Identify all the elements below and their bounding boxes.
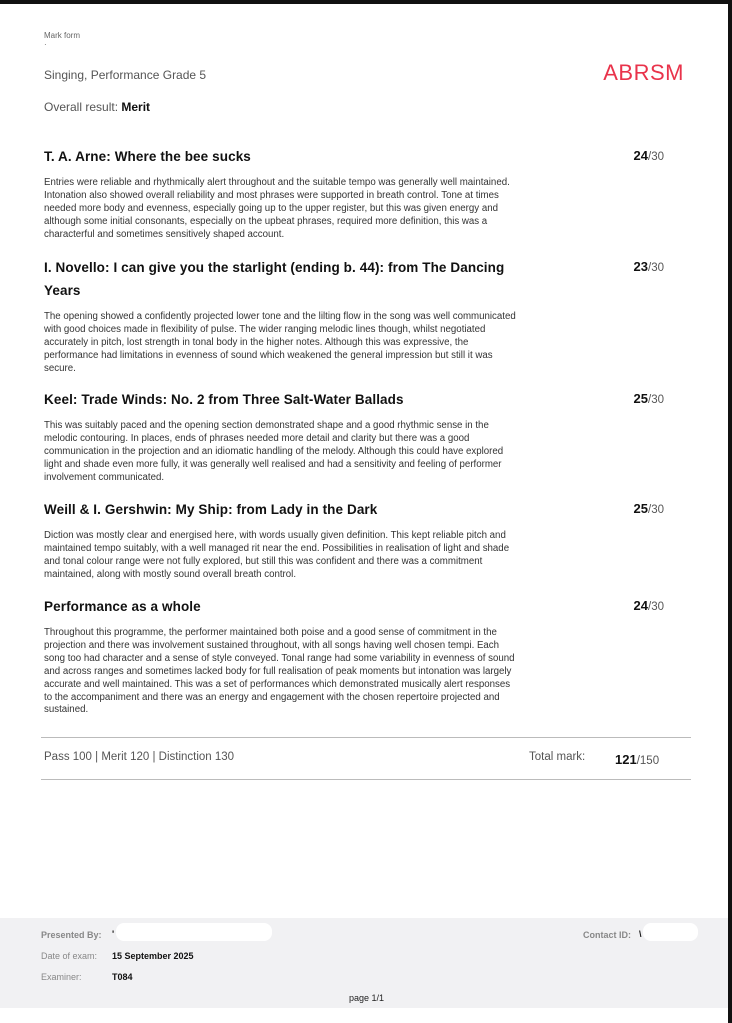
grade-thresholds: Pass 100 | Merit 120 | Distinction 130	[44, 751, 235, 763]
section-score	[634, 501, 664, 516]
total-mark-value: 121	[615, 752, 637, 767]
abrsm-logo: ABRSM	[603, 60, 684, 85]
section-title: Weill & I. Gershwin: My Ship: from Lady in the Dark	[44, 502, 378, 517]
section-comment: The opening showed a confidently projected lower tone and the lilting flow in the song was well communicated with good choices made in flexibility of pulse. The wider ranging melodic lines though, whilst negotiated accurately in pitch, lost strength in tonal body in the higher notes. Although this was expressive, the performance had limitations in evenness of sound which weakened the general impression but still it was secure.	[44, 311, 516, 374]
presented-by-value: '	[112, 929, 115, 939]
form-label: Mark form	[44, 31, 80, 40]
section-title: I. Novello: I can give you the starlight (ending b. 44): from The Dancing Years	[44, 260, 505, 298]
contact-id-value: \	[639, 929, 642, 939]
total-mark-max: /150	[636, 755, 660, 767]
score-value: 23	[633, 259, 648, 274]
contact-id-label: Contact ID:	[583, 930, 631, 940]
form-mark: ·	[44, 40, 47, 49]
right-border	[728, 0, 732, 1023]
score-max: /30	[648, 504, 664, 516]
score-max: /30	[648, 151, 664, 163]
presented-by-label: Presented By:	[41, 930, 102, 940]
divider-top	[41, 737, 691, 738]
subject-title: Singing, Performance Grade 5	[44, 68, 207, 82]
score-value: 24	[633, 148, 648, 163]
redacted-contact-id	[643, 923, 698, 941]
score-value: 25	[633, 501, 648, 516]
overall-result	[44, 100, 150, 114]
section-score	[634, 148, 664, 163]
score-max: /30	[648, 394, 664, 406]
total-mark	[615, 752, 659, 767]
section-title: T. A. Arne: Where the bee sucks	[44, 149, 251, 164]
section-comment: Diction was mostly clear and energised here, with words usually given definition. This kept reliable pitch and maintained tempo suitably, with a well managed rit near the end. Possibilities in realisation of light and shade and tonal colour range were not fully explored, but still this was confident and there was a commitment maintained, along with mostly sound overall breath control.	[44, 530, 510, 580]
assessment-section-arne	[44, 145, 664, 242]
examiner-value: T084	[112, 972, 133, 982]
assessment-section-novello	[44, 256, 664, 376]
section-comment: Entries were reliable and rhythmically alert throughout and the suitable tempo was generally well maintained. Intonation also showed overall reliability and most phrases were supported in breath control. Tone at times needed more body and evenness, especially going up to the upper register, but this was given energy and although some initial consonants, especially on the upbeat phrases, required more definition, this was a characterful and sometimes sensitively shaped account.	[44, 177, 510, 240]
section-comment: This was suitably paced and the opening section demonstrated shape and a good rhythmic sense in the melodic contouring. In places, ends of phrases needed more detail and clarity but there was a good communication in the projection and an idiomatic handling of the melody. Although this could have explored light and shade even more fully, it was generally well realised and had a sensitivity and feeling of performer involvement communicated.	[44, 420, 504, 483]
assessment-section-weill	[44, 498, 664, 582]
section-score	[634, 391, 664, 406]
exam-date-value: 15 September 2025	[112, 951, 194, 961]
page-number: page 1/1	[349, 993, 385, 1003]
section-score	[634, 259, 664, 274]
score-value: 24	[633, 598, 648, 613]
section-score	[634, 598, 664, 613]
exam-date-label: Date of exam:	[41, 951, 98, 961]
total-mark-label: Total mark:	[529, 751, 586, 763]
section-title: Performance as a whole	[44, 599, 201, 614]
section-title: Keel: Trade Winds: No. 2 from Three Salt-Water Ballads	[44, 392, 404, 407]
examiner-label: Examiner:	[41, 972, 82, 982]
assessment-section-overall-performance	[44, 595, 664, 717]
score-max: /30	[648, 262, 664, 274]
overall-result-label: Overall result:	[44, 100, 119, 114]
top-border	[0, 0, 732, 4]
assessment-section-keel	[44, 388, 664, 485]
divider-bottom	[41, 779, 691, 780]
overall-result-value: Merit	[121, 100, 151, 114]
section-comment: Throughout this programme, the performer maintained both poise and a good sense of commitment in the projection and there was involvement sustained throughout, with all songs having well chosen tempi. Each song too had character and a sense of style conveyed. Tonal range had some variability in evenness of sound and across ranges and sometimes lacked body for full realisation of peak moments but intonation was largely accurate and well maintained. This was a set of performances which demonstrated musically alert responses to the accompaniment and there was an energy and engagement with the chosen repertoire projected and sustained.	[44, 627, 515, 716]
score-max: /30	[648, 601, 664, 613]
score-value: 25	[633, 391, 648, 406]
redacted-name	[116, 923, 272, 941]
